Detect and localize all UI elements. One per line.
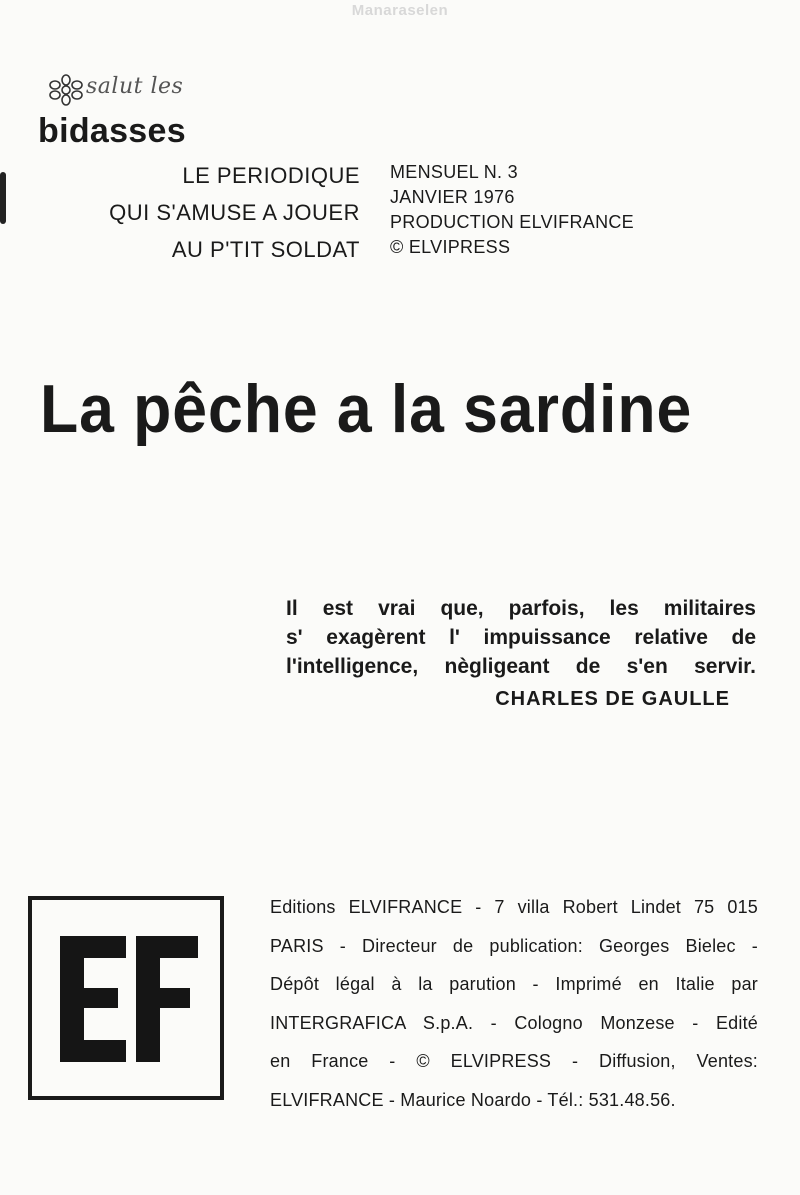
story-title: La pêche a la sardine [40,371,693,447]
imprint-line: en France - © ELVIPRESS - Diffusion, Ventes: [270,1051,758,1071]
imprint-line: PARIS - Directeur de publication: Georges Bielec - [270,935,758,956]
publisher-logo [28,896,224,1100]
imprint-line: Editions ELVIFRANCE - 7 villa Robert Lindet 75 015 [270,897,758,917]
copyright: © ELVIPRESS [390,237,511,257]
quote-line: Il est vrai que, parfois, les militaires [286,597,756,620]
epigraph-quote [286,594,756,681]
issue-info [390,160,634,260]
production-credit: PRODUCTION ELVIFRANCE [390,212,634,232]
issue-date: JANVIER 1976 [390,187,515,207]
tagline-left [109,157,360,268]
quote-line: l'intelligence, nègligeant de s'en servir. [286,655,756,678]
logo-title: bidasses [38,112,186,150]
imprint-line: INTERGRAFICA S.p.A. - Cologno Monzese - Edité [270,1012,758,1033]
logo-script-text: salut les [86,74,184,99]
issue-number: MENSUEL N. 3 [390,162,518,182]
imprint-line: Dépôt légal à la parution - Imprimé en Italie par [270,974,758,994]
quote-line: s' exagèrent l' impuissance relative de [286,626,756,649]
scan-smudge [0,172,6,224]
imprint-line: ELVIFRANCE - Maurice Noardo - Tél.: 531.48.56. [270,1089,676,1110]
tagline-left-line: QUI S'AMUSE A JOUER [109,200,360,225]
ef-logo-icon [32,900,220,1096]
watermark-text: Manaraselen [351,2,449,19]
quote-author: CHARLES DE GAULLE [495,688,730,710]
tagline-left-line: AU P'TIT SOLDAT [171,237,360,262]
tagline-left-line: LE PERIODIQUE [182,163,360,188]
imprint-block [270,888,758,1119]
flower-icon [46,74,86,106]
